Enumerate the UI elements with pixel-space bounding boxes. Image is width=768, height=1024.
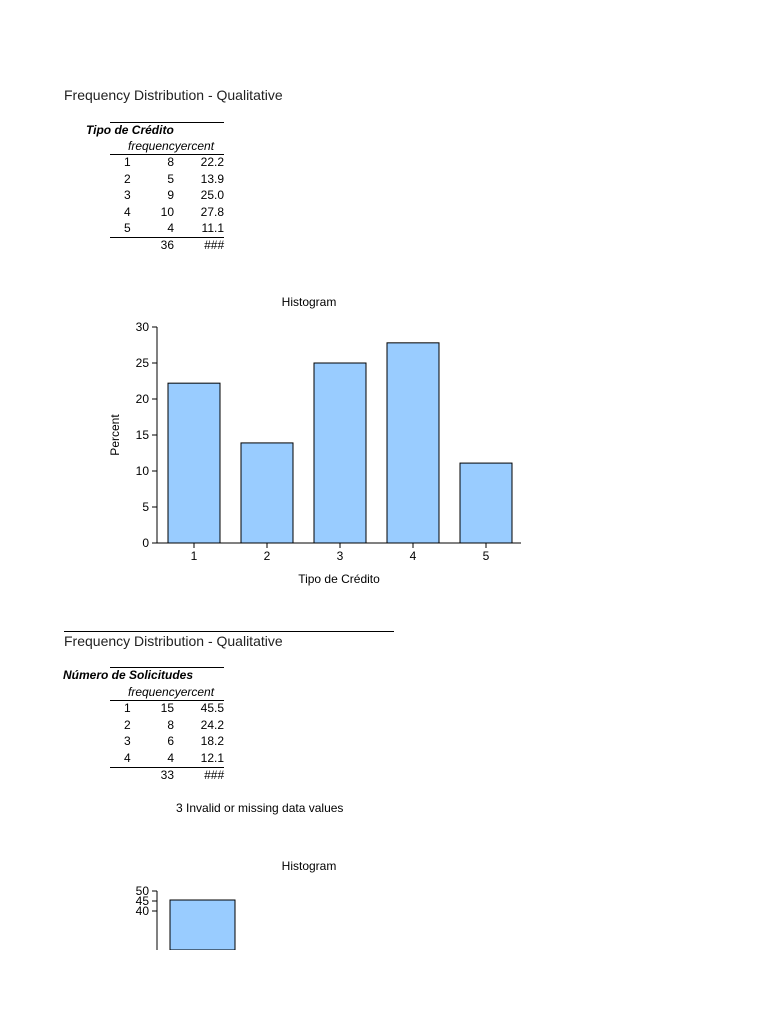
row-value: 3 — [124, 734, 131, 749]
histogram-bar — [168, 383, 220, 543]
x-tick-label: 3 — [336, 549, 344, 563]
chart-title: Histogram — [281, 859, 337, 873]
row-value: 3 — [124, 188, 131, 203]
row-frequency: 10 — [160, 204, 174, 219]
row-frequency: 15 — [160, 701, 174, 715]
x-tick-label: 2 — [263, 549, 271, 563]
missing-values-note: 3 Invalid or missing data values — [176, 801, 344, 815]
y-tick-label: 25 — [135, 356, 149, 370]
row-value: 4 — [124, 204, 131, 219]
row-frequency: 5 — [167, 171, 174, 186]
row-frequency: 8 — [167, 717, 174, 732]
x-tick-label: 4 — [409, 549, 417, 563]
row-percent: 13.9 — [200, 171, 224, 186]
row-value: 2 — [124, 717, 131, 732]
histogram-chart-1 — [0, 280, 768, 600]
row-percent: 22.2 — [200, 155, 224, 169]
y-tick-label: 20 — [135, 392, 149, 406]
row-frequency: 9 — [167, 188, 174, 203]
frequency-table-1 — [110, 155, 224, 238]
y-tick-label: 50 — [135, 884, 149, 898]
y-tick-label: 15 — [135, 428, 149, 442]
frequency-table-2 — [110, 701, 224, 767]
row-value: 5 — [124, 221, 131, 236]
row-percent: 11.1 — [201, 221, 224, 236]
x-tick-label: 1 — [190, 549, 198, 563]
variable-name: Tipo de Crédito — [86, 123, 174, 137]
row-frequency: 8 — [167, 155, 174, 169]
histogram-bar — [241, 443, 293, 543]
total-frequency: 36 — [160, 238, 174, 252]
row-value: 1 — [124, 155, 131, 169]
total-percent: ### — [203, 238, 224, 252]
total-percent: ### — [203, 768, 224, 782]
row-frequency: 6 — [167, 734, 174, 749]
row-value: 2 — [124, 171, 131, 186]
row-percent: 18.2 — [200, 734, 224, 749]
x-axis-label: Tipo de Crédito — [298, 572, 380, 586]
row-value: 4 — [124, 750, 131, 765]
row-percent: 27.8 — [200, 204, 224, 219]
total-frequency: 33 — [160, 768, 174, 782]
histogram-bar — [314, 363, 366, 543]
y-tick-label: 10 — [135, 464, 149, 478]
row-frequency: 4 — [167, 221, 174, 236]
x-tick-label: 5 — [482, 549, 490, 563]
section-divider — [64, 631, 394, 632]
section-title: Frequency Distribution - Qualitative — [64, 87, 283, 103]
histogram-bar — [460, 463, 512, 543]
y-axis-label: Percent — [108, 414, 122, 456]
column-header: frequencyercent — [128, 139, 215, 153]
y-tick-label: 0 — [142, 536, 149, 550]
chart-title: Histogram — [281, 295, 337, 309]
y-tick-label: 5 — [142, 500, 149, 514]
histogram-bar — [387, 343, 439, 543]
column-header: frequencyercent — [128, 685, 215, 699]
y-tick-label: 40 — [135, 904, 149, 918]
row-percent: 45.5 — [200, 701, 224, 715]
y-tick-label: 30 — [135, 320, 149, 334]
row-percent: 25.0 — [200, 188, 224, 203]
y-tick-label: 45 — [135, 894, 149, 908]
histogram-chart-2 — [0, 850, 768, 950]
row-percent: 12.1 — [200, 750, 224, 765]
row-value: 1 — [124, 701, 131, 715]
section-title: Frequency Distribution - Qualitative — [64, 633, 283, 649]
variable-name: Número de Solicitudes — [63, 668, 194, 682]
histogram-bar — [170, 900, 235, 950]
row-percent: 24.2 — [200, 717, 224, 732]
row-frequency: 4 — [167, 750, 174, 765]
